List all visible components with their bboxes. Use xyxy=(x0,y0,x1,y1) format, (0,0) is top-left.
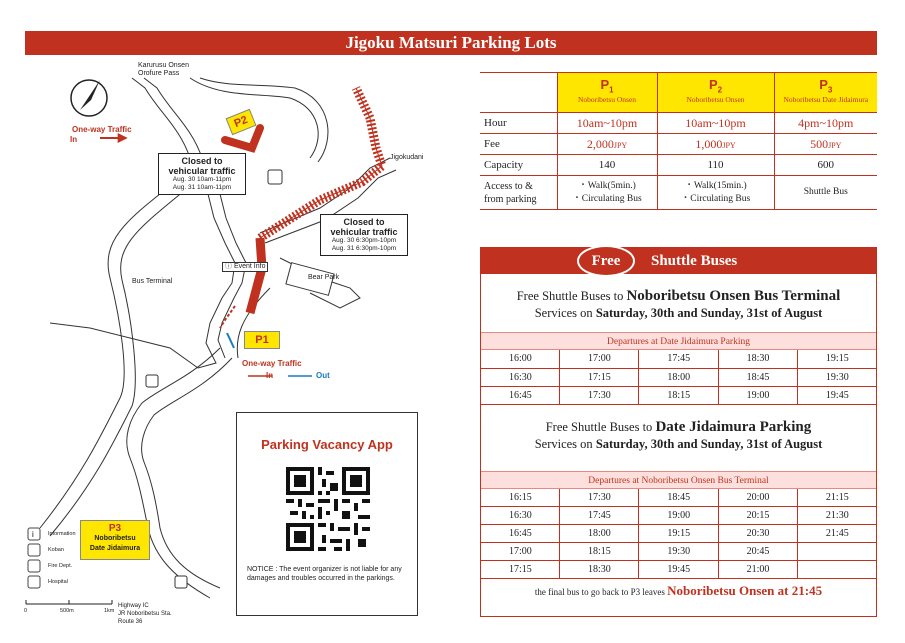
time-cell xyxy=(797,543,876,561)
fee-unit: JPY xyxy=(828,140,842,150)
table-row xyxy=(481,368,876,386)
closed-b-line1: Aug. 30 6:30pm-10pm xyxy=(331,237,397,244)
label-out-bottom: Out xyxy=(316,371,330,380)
time-cell: 21:45 xyxy=(797,525,876,543)
p1-marker[interactable]: P1 xyxy=(244,331,280,349)
time-cell xyxy=(797,561,876,579)
qr-code-icon[interactable] xyxy=(286,467,370,551)
closed-b-line2: Aug. 31 6:30pm-10pm xyxy=(331,245,397,252)
label-karurusu: Karurusu Onsen xyxy=(138,62,189,69)
legend-icons xyxy=(28,528,40,588)
route1-dest: Noboribetsu Onsen Bus Terminal xyxy=(626,288,841,304)
row-label: Fee xyxy=(480,134,557,155)
route2-heading xyxy=(481,405,876,471)
route2-services-pre: Services on xyxy=(534,436,596,451)
closed-a-line1: Aug. 30 10am-11pm xyxy=(172,176,232,183)
time-cell: 17:45 xyxy=(560,507,639,525)
p1-code-letter: P xyxy=(600,77,610,92)
time-cell: 21:00 xyxy=(718,561,797,579)
label-jr-station: JR Noboribetsu Sta. xyxy=(118,611,172,617)
cell xyxy=(657,176,774,210)
time-cell: 19:15 xyxy=(639,525,718,543)
legend-hospital: Hospital xyxy=(48,579,68,585)
label-in-bottom: In xyxy=(266,371,274,380)
closed-notice-a xyxy=(158,153,246,195)
time-cell: 21:30 xyxy=(797,507,876,525)
fee-unit: JPY xyxy=(722,140,736,150)
time-cell: 17:00 xyxy=(481,543,560,561)
route1-band: Departures at Date Jidaimura Parking xyxy=(481,332,876,350)
row-label xyxy=(480,176,557,210)
final-pre: the final bus to go back to P3 leaves xyxy=(534,587,668,597)
cell: 110 xyxy=(657,155,774,176)
table-header-row xyxy=(480,73,877,113)
table-row xyxy=(481,507,876,525)
row-access xyxy=(480,176,877,210)
p1-code-sub: 1 xyxy=(609,85,614,95)
access-p2-bus: ・Circulating Bus xyxy=(680,193,751,204)
closed-notice-b xyxy=(320,214,408,256)
shuttle-header xyxy=(481,248,876,274)
row-capacity xyxy=(480,155,877,176)
route2-dest: Date Jidaimura Parking xyxy=(655,418,812,435)
p3-code: P3 xyxy=(108,523,122,534)
row-label: Hour xyxy=(480,113,557,134)
p3-marker[interactable] xyxy=(80,520,150,560)
row-hour xyxy=(480,113,877,134)
time-cell: 19:30 xyxy=(797,368,876,386)
label-jigokudani: Jigokudani xyxy=(390,154,424,161)
time-cell: 19:30 xyxy=(639,543,718,561)
route2-services: Saturday, 30th and Sunday, 31st of August xyxy=(595,436,823,451)
time-cell: 17:30 xyxy=(560,386,639,404)
cell xyxy=(557,134,657,155)
time-cell: 18:00 xyxy=(560,525,639,543)
legend-koban: Koban xyxy=(48,547,64,553)
scale-0: 0 xyxy=(24,608,28,614)
time-cell: 20:15 xyxy=(718,507,797,525)
route2-line2 xyxy=(481,436,876,453)
app-title: Parking Vacancy App xyxy=(261,437,393,452)
label-in-top: In xyxy=(70,135,78,144)
fee-value: 2,000 xyxy=(586,136,614,151)
hospital-icon xyxy=(146,375,158,387)
table-row xyxy=(481,489,876,507)
parking-app-box xyxy=(236,412,418,616)
info-icon: ⓘ xyxy=(225,263,234,270)
cell: 140 xyxy=(557,155,657,176)
time-cell: 19:00 xyxy=(639,507,718,525)
p2-code xyxy=(658,77,774,95)
fee-unit: JPY xyxy=(613,140,628,150)
p1-name: Noboribetsu Onsen xyxy=(577,94,637,104)
fee-value: 500 xyxy=(810,136,829,151)
label-event-info: Event Info xyxy=(233,263,266,270)
route2-line1 xyxy=(481,419,876,436)
label-orofure: Orofure Pass xyxy=(138,70,180,77)
time-cell: 17:30 xyxy=(560,489,639,507)
time-cell: 20:00 xyxy=(718,489,797,507)
route1-services-pre: Services on xyxy=(534,306,596,320)
table-row xyxy=(481,525,876,543)
time-cell: 18:00 xyxy=(639,368,718,386)
route1-line2 xyxy=(481,305,876,322)
label-highway-ic: Highway IC xyxy=(118,603,149,609)
route1-line1 xyxy=(481,288,876,305)
notice-text: NOTICE : The event organizer is not liable for any damages and troubles occurred in the parkings. xyxy=(247,566,402,582)
label-one-way-top: One-way Traffic xyxy=(72,125,132,134)
cell xyxy=(557,176,657,210)
access-p1-walk: ・Walk(5min.) xyxy=(578,180,636,191)
scale-1km: 1km xyxy=(104,608,115,614)
time-cell: 16:30 xyxy=(481,368,560,386)
cell xyxy=(774,134,877,155)
cell xyxy=(657,134,774,155)
time-cell: 19:00 xyxy=(718,386,797,404)
header-p2 xyxy=(657,73,774,113)
time-cell: 16:30 xyxy=(481,507,560,525)
p2-code-sub: 2 xyxy=(717,85,723,95)
time-cell: 17:15 xyxy=(560,368,639,386)
cell: 10am~10pm xyxy=(557,113,657,134)
time-cell: 16:45 xyxy=(481,525,560,543)
time-cell: 19:15 xyxy=(797,350,876,368)
shuttle-section xyxy=(480,247,877,617)
p3-name1: Noboribetsu xyxy=(94,535,136,542)
route1-services: Saturday, 30th and Sunday, 31st of August xyxy=(595,306,823,320)
scale-500m: 500m xyxy=(60,608,74,614)
p1-code xyxy=(558,77,657,95)
time-cell: 18:45 xyxy=(639,489,718,507)
svg-text:i: i xyxy=(32,530,34,539)
time-cell: 16:15 xyxy=(481,489,560,507)
header-p3 xyxy=(774,73,877,113)
access-label-1: Access to & xyxy=(484,180,533,192)
final-bus-note xyxy=(481,579,876,604)
time-cell: 18:30 xyxy=(718,350,797,368)
label-route36: Route 36 xyxy=(118,619,143,625)
time-cell: 17:00 xyxy=(560,350,639,368)
time-cell: 21:15 xyxy=(797,489,876,507)
page-title: Jigoku Matsuri Parking Lots xyxy=(25,31,877,55)
closed-a-line2: Aug. 31 10am-11pm xyxy=(172,184,232,191)
parking-table xyxy=(480,72,877,210)
fee-value: 1,000 xyxy=(695,136,723,151)
time-cell: 16:45 xyxy=(481,386,560,404)
legend-information: Information xyxy=(48,531,76,537)
p2-name: Noboribetsu Onsen xyxy=(686,94,745,104)
p3-code-letter: P xyxy=(819,77,828,92)
event-info-marker[interactable] xyxy=(222,262,268,272)
closed-a-title: Closed to vehicular traffic xyxy=(168,156,236,176)
cell: 4pm~10pm xyxy=(774,113,877,134)
time-cell: 18:30 xyxy=(560,561,639,579)
time-cell: 19:45 xyxy=(797,386,876,404)
table-row xyxy=(481,350,876,368)
p3-name-head: Noboribetsu Date Jidaimura xyxy=(783,94,869,104)
table-row xyxy=(481,543,876,561)
label-bear-park: Bear Park xyxy=(308,274,340,281)
final-highlight: Noboribetsu Onsen at 21:45 xyxy=(667,583,823,598)
route1-times xyxy=(481,350,876,405)
route2-times xyxy=(481,489,876,580)
cell: 600 xyxy=(774,155,877,176)
access-p2-walk: ・Walk(15min.) xyxy=(684,180,747,191)
p3-name2: Date Jidaimura xyxy=(89,545,141,552)
closed-b-title: Closed to vehicular traffic xyxy=(330,217,398,237)
p2-code-letter: P xyxy=(708,77,718,92)
hospital-icon xyxy=(175,576,187,588)
time-cell: 17:45 xyxy=(639,350,718,368)
route1-heading xyxy=(481,274,876,332)
cell: 10am~10pm xyxy=(657,113,774,134)
time-cell: 18:15 xyxy=(560,543,639,561)
row-fee xyxy=(480,134,877,155)
p3-code-sub: 3 xyxy=(827,85,833,95)
free-badge: Free xyxy=(577,245,635,277)
scale-bar xyxy=(26,600,112,604)
time-cell: 19:45 xyxy=(639,561,718,579)
table-row xyxy=(481,561,876,579)
shuttle-title: Shuttle Buses xyxy=(651,253,738,269)
table-row xyxy=(481,386,876,404)
access-p1-bus: ・Circulating Bus xyxy=(572,193,642,204)
time-cell: 18:45 xyxy=(718,368,797,386)
time-cell: 20:30 xyxy=(718,525,797,543)
row-label: Capacity xyxy=(480,155,557,176)
p3-code-head xyxy=(775,77,878,95)
header-blank xyxy=(480,73,557,113)
header-p1 xyxy=(557,73,657,113)
route2-pre: Free Shuttle Buses to xyxy=(545,419,656,434)
cell: Shuttle Bus xyxy=(774,176,877,210)
access-label-2: from parking xyxy=(484,193,537,205)
time-cell: 17:15 xyxy=(481,561,560,579)
p2-marker[interactable]: P2 xyxy=(226,109,257,135)
time-cell: 20:45 xyxy=(718,543,797,561)
compass-icon xyxy=(71,80,107,116)
time-cell: 18:15 xyxy=(639,386,718,404)
label-bus-terminal: Bus Terminal xyxy=(132,278,173,285)
time-cell: 16:00 xyxy=(481,350,560,368)
label-one-way-bottom: One-way Traffic xyxy=(242,359,302,368)
legend-fire: Fire Dept. xyxy=(48,563,73,569)
route1-pre: Free Shuttle Buses to xyxy=(516,289,627,303)
route2-band: Departures at Noboribetsu Onsen Bus Terminal xyxy=(481,471,876,489)
